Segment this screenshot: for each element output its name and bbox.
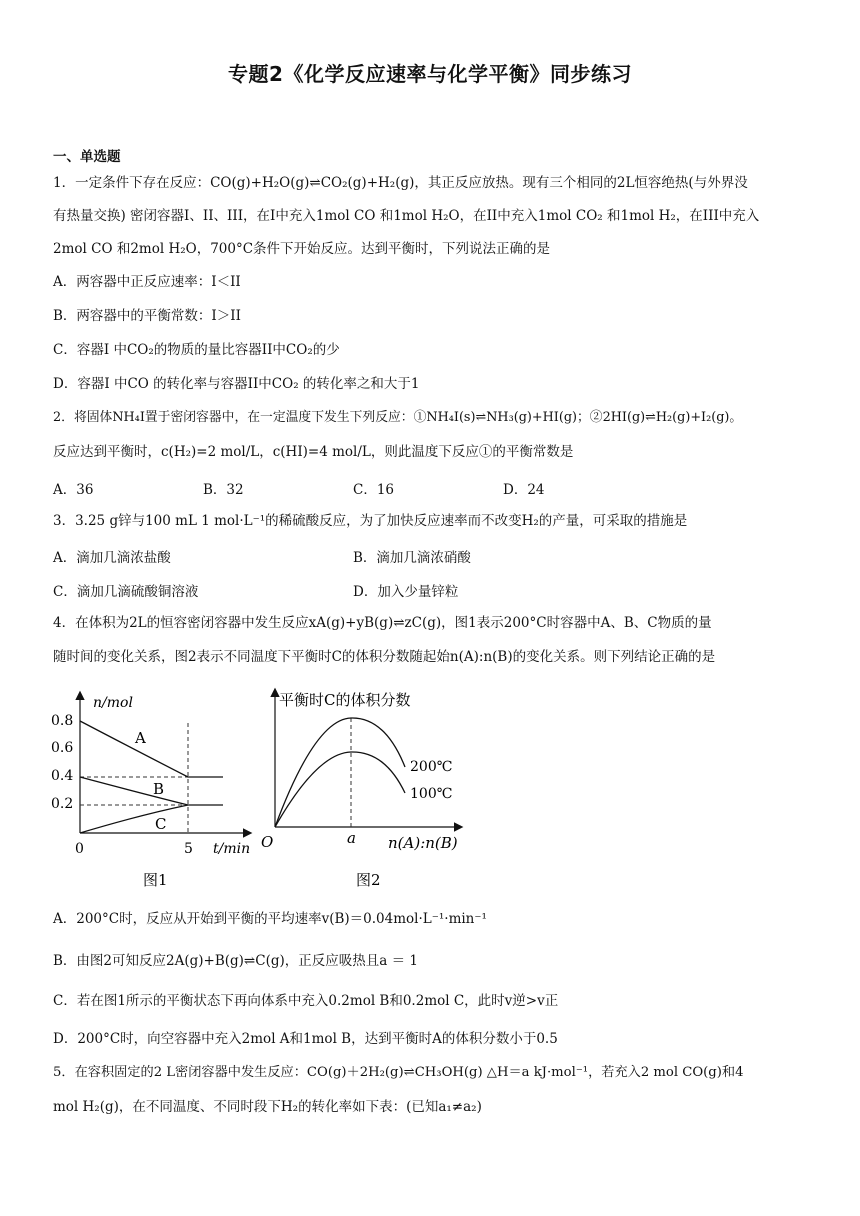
q1-option-d: D．容器I 中CO 的转化率与容器II中CO₂ 的转化率之和大于1 bbox=[53, 376, 420, 392]
fig2-label-100: 100℃ bbox=[410, 786, 453, 802]
fig2-origin: O bbox=[261, 833, 274, 851]
fig1-label-b: B bbox=[153, 780, 165, 798]
figure-2 bbox=[255, 685, 480, 890]
fig1-ytick: 0.4 bbox=[51, 768, 74, 784]
fig2-ylabel: 平衡时C的体积分数 bbox=[279, 691, 411, 709]
q4-option-d: D．200°C时，向空容器中充入2mol A和1mol B，达到平衡时A的体积分数小于0.5 bbox=[53, 1031, 558, 1047]
q1-option-a: A．两容器中正反应速率：I＜II bbox=[53, 274, 241, 290]
q4-option-b: B．由图2可知反应2A(g)+B(g)⇌C(g)，正反应吸热且a ＝ 1 bbox=[53, 953, 418, 969]
q3-option-c: C．滴加几滴硫酸铜溶液 bbox=[53, 584, 199, 600]
q4-option-a: A．200°C时，反应从开始到平衡的平均速率v(B)＝0.04mol·L⁻¹·min⁻¹ bbox=[53, 911, 487, 927]
section-heading: 一、单选题 bbox=[53, 149, 121, 165]
fig2-caption: 图2 bbox=[356, 871, 381, 889]
fig1-ytick: 0.2 bbox=[51, 796, 74, 812]
fig1-label-c: C bbox=[155, 815, 167, 833]
q3-option-b: B．滴加几滴浓硝酸 bbox=[353, 550, 471, 566]
q4-line-1: 4．在体积为2L的恒容密闭容器中发生反应xA(g)+yB(g)⇌zC(g)，图1表示200°C时容器中A、B、C物质的量 bbox=[53, 615, 712, 631]
fig2-xlabel: n(A):n(B) bbox=[388, 834, 458, 852]
figure-1 bbox=[45, 685, 260, 890]
fig1-ylabel: n/mol bbox=[93, 695, 133, 711]
fig1-curve-b bbox=[80, 777, 223, 805]
q1-option-c: C．容器I 中CO₂的物质的量比容器II中CO₂的少 bbox=[53, 342, 340, 358]
q3-option-d: D．加入少量锌粒 bbox=[353, 584, 459, 600]
fig1-label-a: A bbox=[135, 729, 146, 747]
fig1-xtick: 0 bbox=[75, 841, 84, 857]
fig2-xtick: a bbox=[347, 829, 356, 847]
q1-option-b: B．两容器中的平衡常数：I＞II bbox=[53, 308, 241, 324]
q2-line-2: 反应达到平衡时，c(H₂)=2 mol/L，c(HI)=4 mol/L，则此温度下反应①的平衡常数是 bbox=[53, 444, 574, 460]
q1-line-1: 1．一定条件下存在反应：CO(g)+H₂O(g)⇌CO₂(g)+H₂(g)，其正反应放热。现有三个相同的2L恒容绝热(与外界没 bbox=[53, 175, 748, 191]
q4-option-c: C．若在图1所示的平衡状态下再向体系中充入0.2mol B和0.2mol C，此时v逆>v正 bbox=[53, 993, 559, 1009]
fig1-curve-c bbox=[80, 805, 188, 833]
fig2-curve-100 bbox=[275, 752, 405, 827]
q5-line-2: mol H₂(g)，在不同温度、不同时段下H₂的转化率如下表：(已知a₁≠a₂) bbox=[53, 1099, 482, 1115]
fig1-ytick: 0.6 bbox=[51, 740, 74, 756]
q2-option-d: D．24 bbox=[503, 482, 545, 498]
fig1-xtick: 5 bbox=[184, 841, 193, 857]
q1-line-3: 2mol CO 和2mol H₂O，700°C条件下开始反应。达到平衡时，下列说法正确的是 bbox=[53, 241, 551, 257]
q2-line-1: 2．将固体NH₄I置于密闭容器中，在一定温度下发生下列反应：①NH₄I(s)⇌NH₃(g)+HI(g)；②2HI(g)⇌H₂(g)+I₂(g)。 bbox=[53, 410, 743, 425]
q2-option-c: C．16 bbox=[353, 482, 395, 498]
fig2-label-200: 200℃ bbox=[410, 759, 453, 775]
q2-option-a: A．36 bbox=[53, 482, 94, 498]
fig2-curve-200 bbox=[275, 718, 405, 827]
q3-option-a: A．滴加几滴浓盐酸 bbox=[53, 550, 171, 566]
q1-line-2: 有热量交换) 密闭容器I、II、III，在I中充入1mol CO 和1mol H₂O，在II中充入1mol CO₂ 和1mol H₂，在III中充入 bbox=[53, 208, 760, 224]
fig1-curve-a bbox=[80, 721, 223, 777]
page-title: 专题2《化学反应速率与化学平衡》同步练习 bbox=[228, 62, 632, 86]
q3-line-1: 3．3.25 g锌与100 mL 1 mol·L⁻¹的稀硫酸反应，为了加快反应速率而不改变H₂的产量，可采取的措施是 bbox=[53, 513, 688, 529]
q4-line-2: 随时间的变化关系，图2表示不同温度下平衡时C的体积分数随起始n(A):n(B)的变化关系。则下列结论正确的是 bbox=[53, 649, 716, 665]
fig1-xlabel: t/min bbox=[213, 841, 251, 857]
fig1-ytick: 0.8 bbox=[51, 713, 74, 729]
q5-line-1: 5．在容积固定的2 L密闭容器中发生反应：CO(g)＋2H₂(g)⇌CH₃OH(g) △H＝a kJ·mol⁻¹，若充入2 mol CO(g)和4 bbox=[53, 1065, 744, 1080]
q2-option-b: B．32 bbox=[203, 482, 244, 498]
fig1-caption: 图1 bbox=[143, 871, 168, 889]
